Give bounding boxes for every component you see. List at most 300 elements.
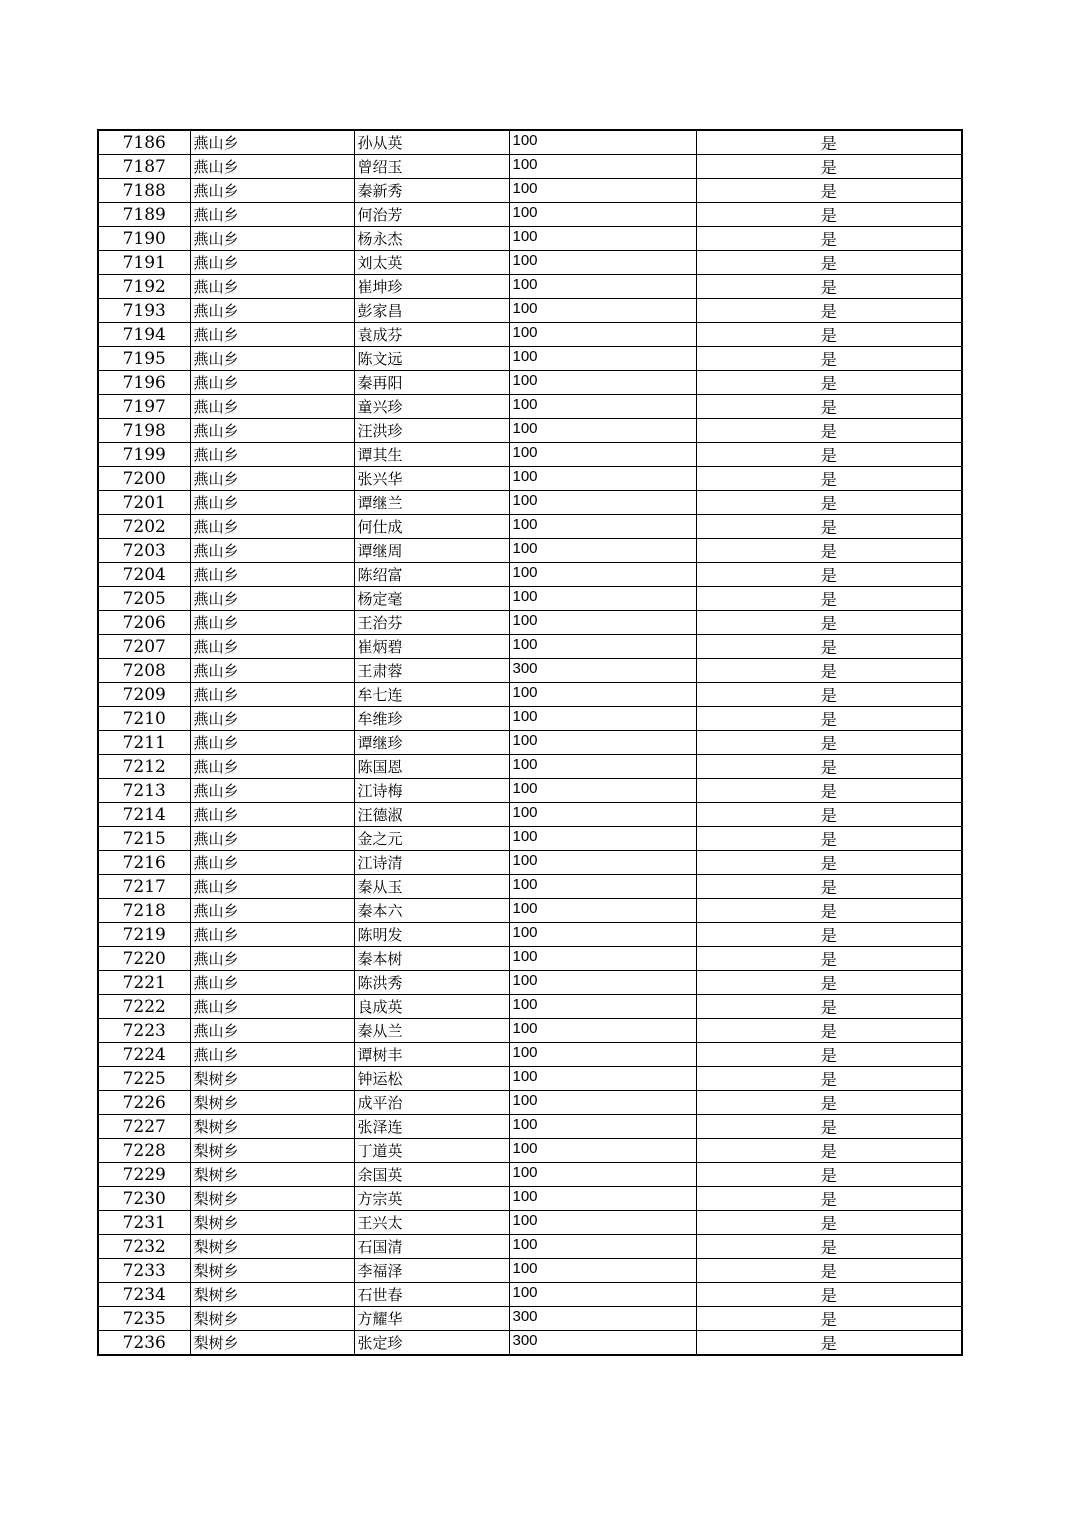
status-cell: 是: [696, 1163, 962, 1187]
row-number-cell: 7222: [98, 995, 190, 1019]
person-name-cell: 石国清: [354, 1235, 509, 1259]
amount-cell: 100: [509, 851, 696, 875]
amount-cell: 100: [509, 1019, 696, 1043]
township-cell: 燕山乡: [190, 395, 354, 419]
row-number-cell: 7193: [98, 299, 190, 323]
person-name-cell: 谭树丰: [354, 1043, 509, 1067]
person-name-cell: 秦再阳: [354, 371, 509, 395]
amount-cell: 100: [509, 419, 696, 443]
table-row: [98, 1307, 962, 1331]
township-cell: 燕山乡: [190, 899, 354, 923]
township-cell: 燕山乡: [190, 179, 354, 203]
status-cell: 是: [696, 299, 962, 323]
amount-cell: 100: [509, 1043, 696, 1067]
row-number-cell: 7228: [98, 1139, 190, 1163]
row-number-cell: 7225: [98, 1067, 190, 1091]
table-row: [98, 707, 962, 731]
row-number-cell: 7224: [98, 1043, 190, 1067]
amount-cell: 100: [509, 155, 696, 179]
row-number-cell: 7232: [98, 1235, 190, 1259]
row-number-cell: 7200: [98, 467, 190, 491]
amount-cell: 100: [509, 515, 696, 539]
amount-cell: 100: [509, 875, 696, 899]
status-cell: 是: [696, 1067, 962, 1091]
township-cell: 梨树乡: [190, 1259, 354, 1283]
township-cell: 燕山乡: [190, 419, 354, 443]
township-cell: 燕山乡: [190, 299, 354, 323]
amount-cell: 100: [509, 803, 696, 827]
person-name-cell: 丁道英: [354, 1139, 509, 1163]
amount-cell: 100: [509, 275, 696, 299]
township-cell: 燕山乡: [190, 995, 354, 1019]
status-cell: 是: [696, 707, 962, 731]
amount-cell: 100: [509, 923, 696, 947]
township-cell: 燕山乡: [190, 851, 354, 875]
row-number-cell: 7235: [98, 1307, 190, 1331]
person-name-cell: 杨定毫: [354, 587, 509, 611]
table-row: [98, 347, 962, 371]
status-cell: 是: [696, 923, 962, 947]
person-name-cell: 成平治: [354, 1091, 509, 1115]
person-name-cell: 秦新秀: [354, 179, 509, 203]
status-cell: 是: [696, 1331, 962, 1356]
person-name-cell: 方耀华: [354, 1307, 509, 1331]
status-cell: 是: [696, 851, 962, 875]
row-number-cell: 7218: [98, 899, 190, 923]
table-row: [98, 731, 962, 755]
status-cell: 是: [696, 227, 962, 251]
person-name-cell: 张泽连: [354, 1115, 509, 1139]
table-row: [98, 587, 962, 611]
amount-cell: 100: [509, 130, 696, 155]
person-name-cell: 刘太英: [354, 251, 509, 275]
row-number-cell: 7207: [98, 635, 190, 659]
amount-cell: 100: [509, 611, 696, 635]
amount-cell: 100: [509, 203, 696, 227]
amount-cell: 100: [509, 467, 696, 491]
amount-cell: 100: [509, 995, 696, 1019]
township-cell: 燕山乡: [190, 130, 354, 155]
person-name-cell: 陈洪秀: [354, 971, 509, 995]
row-number-cell: 7202: [98, 515, 190, 539]
table-row: [98, 443, 962, 467]
township-cell: 梨树乡: [190, 1235, 354, 1259]
person-name-cell: 余国英: [354, 1163, 509, 1187]
status-cell: 是: [696, 1307, 962, 1331]
table-row: [98, 203, 962, 227]
status-cell: 是: [696, 731, 962, 755]
table-row: [98, 683, 962, 707]
row-number-cell: 7236: [98, 1331, 190, 1356]
amount-cell: 100: [509, 395, 696, 419]
row-number-cell: 7210: [98, 707, 190, 731]
amount-cell: 100: [509, 971, 696, 995]
person-name-cell: 陈文远: [354, 347, 509, 371]
table-row: [98, 1067, 962, 1091]
township-cell: 燕山乡: [190, 347, 354, 371]
status-cell: 是: [696, 203, 962, 227]
township-cell: 燕山乡: [190, 755, 354, 779]
amount-cell: 100: [509, 947, 696, 971]
status-cell: 是: [696, 563, 962, 587]
township-cell: 燕山乡: [190, 155, 354, 179]
status-cell: 是: [696, 419, 962, 443]
table-row: [98, 1211, 962, 1235]
table-row: [98, 659, 962, 683]
status-cell: 是: [696, 155, 962, 179]
township-cell: 燕山乡: [190, 683, 354, 707]
township-cell: 燕山乡: [190, 251, 354, 275]
status-cell: 是: [696, 1235, 962, 1259]
amount-cell: 100: [509, 635, 696, 659]
row-number-cell: 7209: [98, 683, 190, 707]
amount-cell: 100: [509, 347, 696, 371]
person-name-cell: 秦从兰: [354, 1019, 509, 1043]
township-cell: 梨树乡: [190, 1091, 354, 1115]
status-cell: 是: [696, 899, 962, 923]
row-number-cell: 7186: [98, 130, 190, 155]
amount-cell: 100: [509, 899, 696, 923]
township-cell: 燕山乡: [190, 827, 354, 851]
status-cell: 是: [696, 803, 962, 827]
row-number-cell: 7190: [98, 227, 190, 251]
table-row: [98, 635, 962, 659]
table-row: [98, 323, 962, 347]
table-row: [98, 299, 962, 323]
table-row: [98, 275, 962, 299]
person-name-cell: 曾绍玉: [354, 155, 509, 179]
row-number-cell: 7192: [98, 275, 190, 299]
person-name-cell: 谭继周: [354, 539, 509, 563]
table-row: [98, 419, 962, 443]
table-row: [98, 1163, 962, 1187]
township-cell: 燕山乡: [190, 323, 354, 347]
table-body: [98, 130, 962, 1355]
person-name-cell: 王兴太: [354, 1211, 509, 1235]
township-cell: 燕山乡: [190, 515, 354, 539]
township-cell: 燕山乡: [190, 203, 354, 227]
township-cell: 梨树乡: [190, 1307, 354, 1331]
township-cell: 燕山乡: [190, 947, 354, 971]
table-row: [98, 179, 962, 203]
township-cell: 梨树乡: [190, 1283, 354, 1307]
person-name-cell: 王治芬: [354, 611, 509, 635]
table-row: [98, 563, 962, 587]
status-cell: 是: [696, 1115, 962, 1139]
amount-cell: 100: [509, 779, 696, 803]
table-row: [98, 251, 962, 275]
person-name-cell: 秦本树: [354, 947, 509, 971]
status-cell: 是: [696, 130, 962, 155]
township-cell: 燕山乡: [190, 779, 354, 803]
person-name-cell: 牟七连: [354, 683, 509, 707]
township-cell: 梨树乡: [190, 1163, 354, 1187]
row-number-cell: 7227: [98, 1115, 190, 1139]
row-number-cell: 7223: [98, 1019, 190, 1043]
table-row: [98, 515, 962, 539]
row-number-cell: 7188: [98, 179, 190, 203]
status-cell: 是: [696, 587, 962, 611]
status-cell: 是: [696, 1283, 962, 1307]
row-number-cell: 7230: [98, 1187, 190, 1211]
amount-cell: 300: [509, 1331, 696, 1356]
amount-cell: 100: [509, 755, 696, 779]
status-cell: 是: [696, 1259, 962, 1283]
table-row: [98, 851, 962, 875]
row-number-cell: 7226: [98, 1091, 190, 1115]
person-name-cell: 江诗梅: [354, 779, 509, 803]
person-name-cell: 秦本六: [354, 899, 509, 923]
row-number-cell: 7204: [98, 563, 190, 587]
person-name-cell: 秦从玉: [354, 875, 509, 899]
person-name-cell: 张定珍: [354, 1331, 509, 1356]
table-row: [98, 899, 962, 923]
table-row: [98, 539, 962, 563]
status-cell: 是: [696, 515, 962, 539]
amount-cell: 100: [509, 443, 696, 467]
status-cell: 是: [696, 1139, 962, 1163]
row-number-cell: 7194: [98, 323, 190, 347]
row-number-cell: 7234: [98, 1283, 190, 1307]
table-row: [98, 227, 962, 251]
status-cell: 是: [696, 779, 962, 803]
amount-cell: 100: [509, 1283, 696, 1307]
amount-cell: 300: [509, 1307, 696, 1331]
person-name-cell: 牟维珍: [354, 707, 509, 731]
amount-cell: 100: [509, 1187, 696, 1211]
township-cell: 燕山乡: [190, 707, 354, 731]
row-number-cell: 7214: [98, 803, 190, 827]
township-cell: 燕山乡: [190, 659, 354, 683]
person-name-cell: 江诗清: [354, 851, 509, 875]
township-cell: 燕山乡: [190, 875, 354, 899]
status-cell: 是: [696, 1211, 962, 1235]
status-cell: 是: [696, 755, 962, 779]
table-row: [98, 1283, 962, 1307]
amount-cell: 100: [509, 179, 696, 203]
person-name-cell: 钟运松: [354, 1067, 509, 1091]
township-cell: 梨树乡: [190, 1115, 354, 1139]
status-cell: 是: [696, 683, 962, 707]
township-cell: 燕山乡: [190, 275, 354, 299]
row-number-cell: 7205: [98, 587, 190, 611]
amount-cell: 100: [509, 323, 696, 347]
township-cell: 梨树乡: [190, 1139, 354, 1163]
person-name-cell: 谭继兰: [354, 491, 509, 515]
table-row: [98, 1115, 962, 1139]
person-name-cell: 童兴珍: [354, 395, 509, 419]
township-cell: 梨树乡: [190, 1331, 354, 1356]
status-cell: 是: [696, 371, 962, 395]
person-name-cell: 陈国恩: [354, 755, 509, 779]
row-number-cell: 7189: [98, 203, 190, 227]
table-row: [98, 1139, 962, 1163]
township-cell: 燕山乡: [190, 803, 354, 827]
township-cell: 燕山乡: [190, 539, 354, 563]
table-row: [98, 1331, 962, 1356]
row-number-cell: 7217: [98, 875, 190, 899]
status-cell: 是: [696, 1091, 962, 1115]
row-number-cell: 7208: [98, 659, 190, 683]
row-number-cell: 7215: [98, 827, 190, 851]
status-cell: 是: [696, 395, 962, 419]
row-number-cell: 7195: [98, 347, 190, 371]
row-number-cell: 7213: [98, 779, 190, 803]
table-row: [98, 611, 962, 635]
table-row: [98, 1091, 962, 1115]
table-row: [98, 923, 962, 947]
status-cell: 是: [696, 539, 962, 563]
township-cell: 燕山乡: [190, 491, 354, 515]
township-cell: 燕山乡: [190, 467, 354, 491]
person-name-cell: 王肃蓉: [354, 659, 509, 683]
status-cell: 是: [696, 347, 962, 371]
status-cell: 是: [696, 1019, 962, 1043]
township-cell: 燕山乡: [190, 635, 354, 659]
table-row: [98, 947, 962, 971]
amount-cell: 100: [509, 1091, 696, 1115]
row-number-cell: 7198: [98, 419, 190, 443]
township-cell: 燕山乡: [190, 1019, 354, 1043]
row-number-cell: 7220: [98, 947, 190, 971]
person-name-cell: 杨永杰: [354, 227, 509, 251]
township-cell: 梨树乡: [190, 1211, 354, 1235]
row-number-cell: 7196: [98, 371, 190, 395]
amount-cell: 100: [509, 707, 696, 731]
person-name-cell: 汪德淑: [354, 803, 509, 827]
amount-cell: 100: [509, 227, 696, 251]
amount-cell: 100: [509, 731, 696, 755]
township-cell: 梨树乡: [190, 1067, 354, 1091]
township-cell: 燕山乡: [190, 443, 354, 467]
amount-cell: 100: [509, 1139, 696, 1163]
row-number-cell: 7231: [98, 1211, 190, 1235]
amount-cell: 100: [509, 1211, 696, 1235]
status-cell: 是: [696, 251, 962, 275]
amount-cell: 100: [509, 539, 696, 563]
person-name-cell: 何仕成: [354, 515, 509, 539]
amount-cell: 100: [509, 827, 696, 851]
amount-cell: 100: [509, 1163, 696, 1187]
table-row: [98, 779, 962, 803]
status-cell: 是: [696, 995, 962, 1019]
person-name-cell: 谭其生: [354, 443, 509, 467]
person-name-cell: 汪洪珍: [354, 419, 509, 443]
status-cell: 是: [696, 179, 962, 203]
amount-cell: 100: [509, 587, 696, 611]
status-cell: 是: [696, 491, 962, 515]
table-row: [98, 803, 962, 827]
table-row: [98, 971, 962, 995]
township-cell: 燕山乡: [190, 587, 354, 611]
row-number-cell: 7203: [98, 539, 190, 563]
table-row: [98, 491, 962, 515]
person-name-cell: 石世春: [354, 1283, 509, 1307]
status-cell: 是: [696, 827, 962, 851]
person-name-cell: 彭家昌: [354, 299, 509, 323]
township-cell: 燕山乡: [190, 371, 354, 395]
amount-cell: 100: [509, 491, 696, 515]
table-row: [98, 130, 962, 155]
person-name-cell: 张兴华: [354, 467, 509, 491]
table-row: [98, 467, 962, 491]
person-name-cell: 良成英: [354, 995, 509, 1019]
amount-cell: 100: [509, 251, 696, 275]
row-number-cell: 7201: [98, 491, 190, 515]
table-row: [98, 395, 962, 419]
person-name-cell: 陈明发: [354, 923, 509, 947]
person-name-cell: 何治芳: [354, 203, 509, 227]
amount-cell: 100: [509, 1235, 696, 1259]
person-name-cell: 袁成芬: [354, 323, 509, 347]
row-number-cell: 7212: [98, 755, 190, 779]
table-row: [98, 755, 962, 779]
status-cell: 是: [696, 1043, 962, 1067]
township-cell: 燕山乡: [190, 227, 354, 251]
status-cell: 是: [696, 635, 962, 659]
table-row: [98, 1259, 962, 1283]
township-cell: 燕山乡: [190, 563, 354, 587]
row-number-cell: 7229: [98, 1163, 190, 1187]
person-name-cell: 李福泽: [354, 1259, 509, 1283]
person-name-cell: 陈绍富: [354, 563, 509, 587]
township-cell: 燕山乡: [190, 971, 354, 995]
status-cell: 是: [696, 875, 962, 899]
table-row: [98, 827, 962, 851]
table-row: [98, 371, 962, 395]
person-name-cell: 崔炳碧: [354, 635, 509, 659]
status-cell: 是: [696, 443, 962, 467]
data-table: [97, 129, 963, 1356]
person-name-cell: 孙从英: [354, 130, 509, 155]
person-name-cell: 金之元: [354, 827, 509, 851]
amount-cell: 100: [509, 1259, 696, 1283]
table-row: [98, 1187, 962, 1211]
status-cell: 是: [696, 611, 962, 635]
row-number-cell: 7191: [98, 251, 190, 275]
status-cell: 是: [696, 323, 962, 347]
row-number-cell: 7206: [98, 611, 190, 635]
status-cell: 是: [696, 947, 962, 971]
table-row: [98, 1019, 962, 1043]
status-cell: 是: [696, 971, 962, 995]
table-row: [98, 155, 962, 179]
status-cell: 是: [696, 1187, 962, 1211]
amount-cell: 100: [509, 1115, 696, 1139]
amount-cell: 100: [509, 371, 696, 395]
row-number-cell: 7221: [98, 971, 190, 995]
row-number-cell: 7197: [98, 395, 190, 419]
table-row: [98, 1043, 962, 1067]
row-number-cell: 7219: [98, 923, 190, 947]
status-cell: 是: [696, 467, 962, 491]
row-number-cell: 7199: [98, 443, 190, 467]
amount-cell: 100: [509, 299, 696, 323]
township-cell: 燕山乡: [190, 731, 354, 755]
township-cell: 燕山乡: [190, 611, 354, 635]
person-name-cell: 方宗英: [354, 1187, 509, 1211]
amount-cell: 100: [509, 1067, 696, 1091]
amount-cell: 100: [509, 683, 696, 707]
township-cell: 燕山乡: [190, 923, 354, 947]
row-number-cell: 7216: [98, 851, 190, 875]
township-cell: 梨树乡: [190, 1187, 354, 1211]
amount-cell: 100: [509, 563, 696, 587]
table-row: [98, 875, 962, 899]
person-name-cell: 谭继珍: [354, 731, 509, 755]
row-number-cell: 7187: [98, 155, 190, 179]
status-cell: 是: [696, 659, 962, 683]
